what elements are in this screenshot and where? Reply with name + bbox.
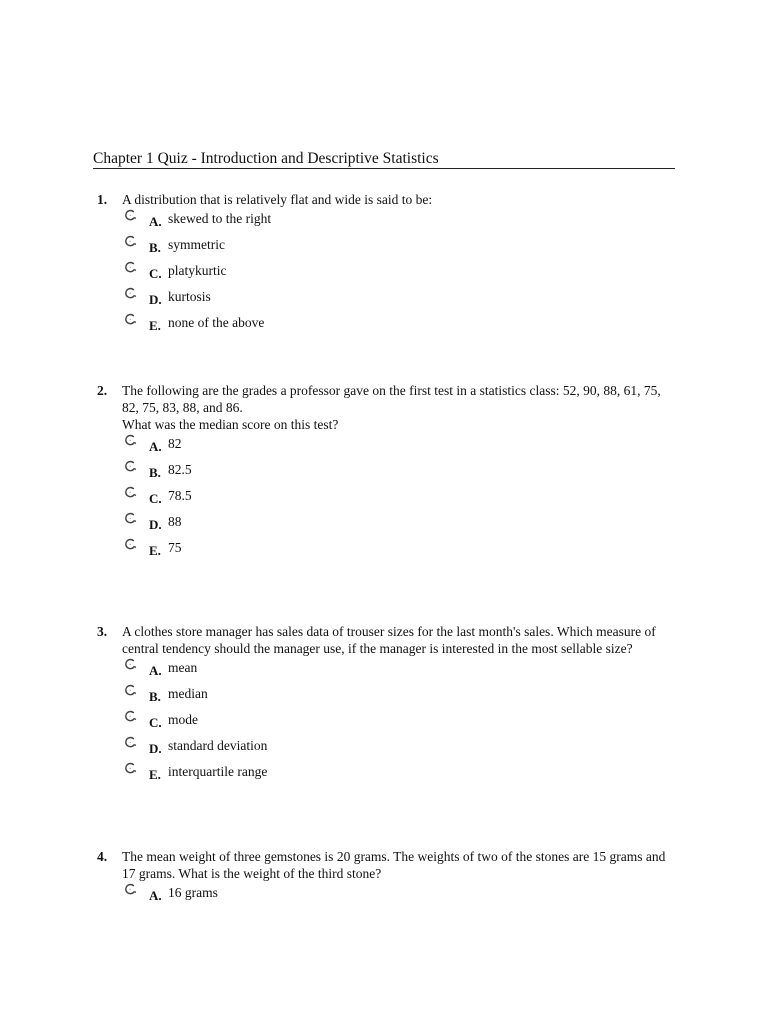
radio-button-icon[interactable] <box>124 313 137 326</box>
radio-button-icon[interactable] <box>124 684 137 697</box>
option-text: interquartile range <box>168 764 268 779</box>
option-letter: D. <box>149 741 162 756</box>
option-letter: C. <box>149 266 162 281</box>
option-letter: A. <box>149 888 162 903</box>
option-text: 82 <box>168 436 182 451</box>
option-text: 82.5 <box>168 462 192 477</box>
option-text: symmetric <box>168 237 225 252</box>
answer-option-a[interactable] <box>124 433 675 459</box>
radio-button-icon[interactable] <box>124 538 137 551</box>
title-divider <box>93 168 675 169</box>
radio-button-icon[interactable] <box>124 209 137 222</box>
option-letter: E. <box>149 318 161 333</box>
question-1 <box>97 191 675 338</box>
radio-button-icon[interactable] <box>124 460 137 473</box>
answer-option-b[interactable] <box>124 459 675 485</box>
question-text: The mean weight of three gemstones is 20 grams. The weights of two of the stones are 15 grams and 17 grams. What is the weight of the third stone? <box>122 849 666 881</box>
radio-button-icon[interactable] <box>124 883 137 896</box>
option-letter: D. <box>149 517 162 532</box>
answer-option-b[interactable] <box>124 683 675 709</box>
radio-button-icon[interactable] <box>124 235 137 248</box>
option-text: platykurtic <box>168 263 227 278</box>
question-prompt: What was the median score on this test? <box>122 417 339 432</box>
answer-option-c[interactable] <box>124 260 675 286</box>
answer-option-a[interactable] <box>124 882 675 908</box>
answer-options <box>124 882 675 908</box>
option-text: kurtosis <box>168 289 211 304</box>
option-letter: D. <box>149 292 162 307</box>
question-text: A clothes store manager has sales data of trouser sizes for the last month's sales. Which measure of central tendency should the manager use, if the manager is interested in the most sellable size? <box>122 624 656 656</box>
answer-option-d[interactable] <box>124 511 675 537</box>
answer-option-a[interactable] <box>124 208 675 234</box>
question-4 <box>97 848 675 908</box>
answer-option-b[interactable] <box>124 234 675 260</box>
option-letter: A. <box>149 439 162 454</box>
option-text: mode <box>168 712 198 727</box>
radio-button-icon[interactable] <box>124 736 137 749</box>
radio-button-icon[interactable] <box>124 486 137 499</box>
answer-option-d[interactable] <box>124 735 675 761</box>
option-letter: A. <box>149 663 162 678</box>
question-text: A distribution that is relatively flat and wide is said to be: <box>122 192 433 207</box>
answer-option-d[interactable] <box>124 286 675 312</box>
option-text: mean <box>168 660 198 675</box>
option-letter: B. <box>149 465 161 480</box>
radio-button-icon[interactable] <box>124 512 137 525</box>
radio-button-icon[interactable] <box>124 287 137 300</box>
answer-option-c[interactable] <box>124 485 675 511</box>
radio-button-icon[interactable] <box>124 434 137 447</box>
option-text: skewed to the right <box>168 211 272 226</box>
question-3 <box>97 623 675 787</box>
answer-options <box>124 433 675 563</box>
radio-button-icon[interactable] <box>124 261 137 274</box>
option-letter: C. <box>149 715 162 730</box>
answer-options <box>124 657 675 787</box>
option-letter: B. <box>149 689 161 704</box>
question-number: 1. <box>97 192 108 207</box>
question-number: 2. <box>97 383 108 398</box>
option-letter: B. <box>149 240 161 255</box>
radio-button-icon[interactable] <box>124 710 137 723</box>
answer-option-e[interactable] <box>124 761 675 787</box>
option-letter: A. <box>149 214 162 229</box>
radio-button-icon[interactable] <box>124 762 137 775</box>
answer-option-a[interactable] <box>124 657 675 683</box>
answer-option-e[interactable] <box>124 537 675 563</box>
radio-button-icon[interactable] <box>124 658 137 671</box>
option-letter: E. <box>149 767 161 782</box>
question-number: 4. <box>97 849 108 864</box>
option-text: 75 <box>168 540 182 555</box>
option-text: 88 <box>168 514 182 529</box>
option-letter: C. <box>149 491 162 506</box>
answer-options <box>124 208 675 338</box>
option-text: 16 grams <box>168 885 218 900</box>
option-text: none of the above <box>168 315 265 330</box>
question-2 <box>97 382 675 563</box>
answer-option-c[interactable] <box>124 709 675 735</box>
option-text: 78.5 <box>168 488 192 503</box>
option-text: median <box>168 686 208 701</box>
option-text: standard deviation <box>168 738 268 753</box>
page-title: Chapter 1 Quiz - Introduction and Descriptive Statistics <box>93 150 439 167</box>
answer-option-e[interactable] <box>124 312 675 338</box>
question-text: The following are the grades a professor gave on the first test in a statistics class: 52, 90, 88, 61, 75, 82, 75, 83, 88, and 86. <box>122 383 661 415</box>
question-number: 3. <box>97 624 108 639</box>
option-letter: E. <box>149 543 161 558</box>
